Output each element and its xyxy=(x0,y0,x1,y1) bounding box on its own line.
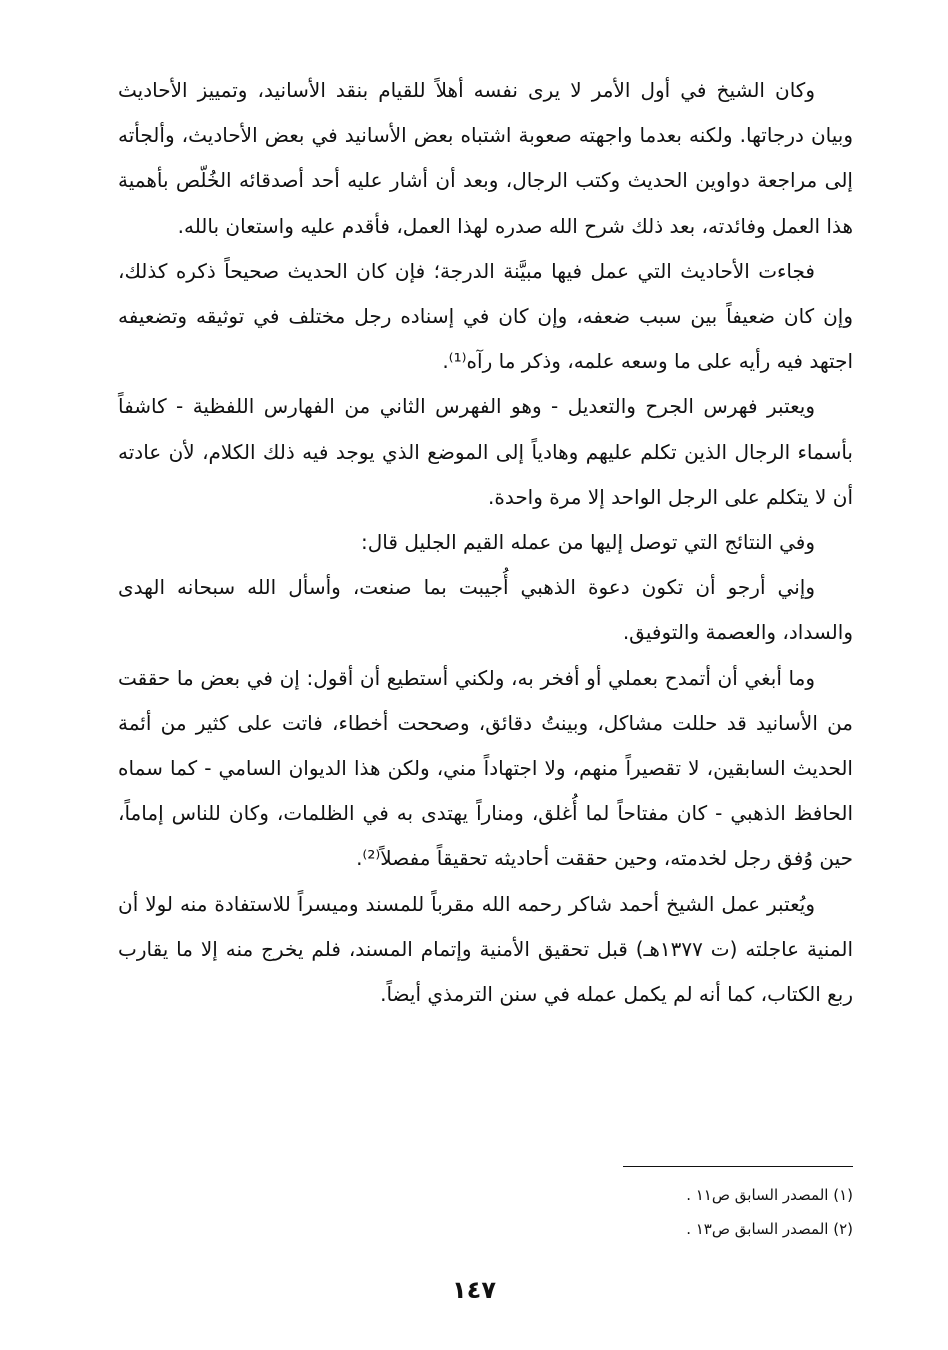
paragraph-6: وما أبغي أن أتمدح بعملي أو أفخر به، ولكني أستطيع أن أقول: إن في بعض ما حققت من الأسانيد قد حللت مشاكل، وبينتُ دقائق، وصححت أخطاء، فاتت على كثير من أئمة الحديث السابقين، لا تقصيراً منهم، ولا اجتهاداً مني، ولكن هذا الديوان السامي - كما سماه الحافظ الذهبي - كان مفتاحاً لما أُغلق، ومناراً يهتدى به في الظلمات، وكان للناس إماماً، حين وُفق رجل لخدمته، وحين حققت أحاديثه تحقيقاً مفصلاً⁽²⁾. xyxy=(118,665,853,871)
paragraph-1: وكان الشيخ في أول الأمر لا يرى نفسه أهلاً للقيام بنقد الأسانيد، وتمييز الأحاديث وبيان درجاتها. ولكنه بعدما واجهته صعوبة اشتباه بعض الأسانيد في بعض الأحاديث، وألجأته إلى مراجعة دواوين الحديث وكتب الرجال، وبعد أن أشار عليه أحد أصدقائه الخُلّص بأهمية هذا العمل وفائدته، بعد ذلك شرح الله صدره لهذا العمل، فأقدم عليه واستعان بالله. xyxy=(118,78,853,238)
footnote-1: (١) المصدر السابق ص١١ . xyxy=(686,1186,853,1204)
footnotes xyxy=(560,1178,853,1246)
paragraph-4: وفي النتائج التي توصل إليها من عمله القيم الجليل قال: xyxy=(361,530,815,555)
footnote-divider xyxy=(623,1166,853,1167)
paragraph-5-quote-start: وإني أرجو أن تكون دعوة الذهبي أُجيبت بما صنعت، وأسأل الله سبحانه الهدى والسداد، والعصمة والتوفيق. xyxy=(118,575,853,645)
main-text xyxy=(118,68,853,1017)
footnote-2: (٢) المصدر السابق ص١٣ . xyxy=(686,1220,853,1238)
paragraph-2: فجاءت الأحاديث التي عمل فيها مبيَّنة الدرجة؛ فإن كان الحديث صحيحاً ذكره كذلك، وإن كان ضعيفاً بين سبب ضعفه، وإن كان في إسناده رجل مختلف في توثيقه وتضعيفه اجتهد فيه رأيه على ما وسعه علمه، وذكر ما رآه⁽¹⁾. xyxy=(118,258,853,374)
page-number: ١٤٧ xyxy=(452,1276,496,1304)
paragraph-3: ويعتبر فهرس الجرح والتعديل - وهو الفهرس الثاني من الفهارس اللفظية - كاشفاً بأسماء الرجال الذين تكلم عليهم وهادياً إلى الموضع الذي يوجد فيه ذلك الكلام، لأن عادته أن لا يتكلم على الرجل الواحد إلا مرة واحدة. xyxy=(118,394,853,509)
paragraph-7: ويُعتبر عمل الشيخ أحمد شاكر رحمه الله مقرباً للمسند وميسراً للاستفادة منه لولا أن المنية عاجلته (ت ١٣٧٧هـ) قبل تحقيق الأمنية وإتمام المسند، فلم يخرج منه إلا ما يقارب ربع الكتاب، كما أنه لم يكمل عمله في سنن الترمذي أيضاً. xyxy=(118,891,853,1007)
